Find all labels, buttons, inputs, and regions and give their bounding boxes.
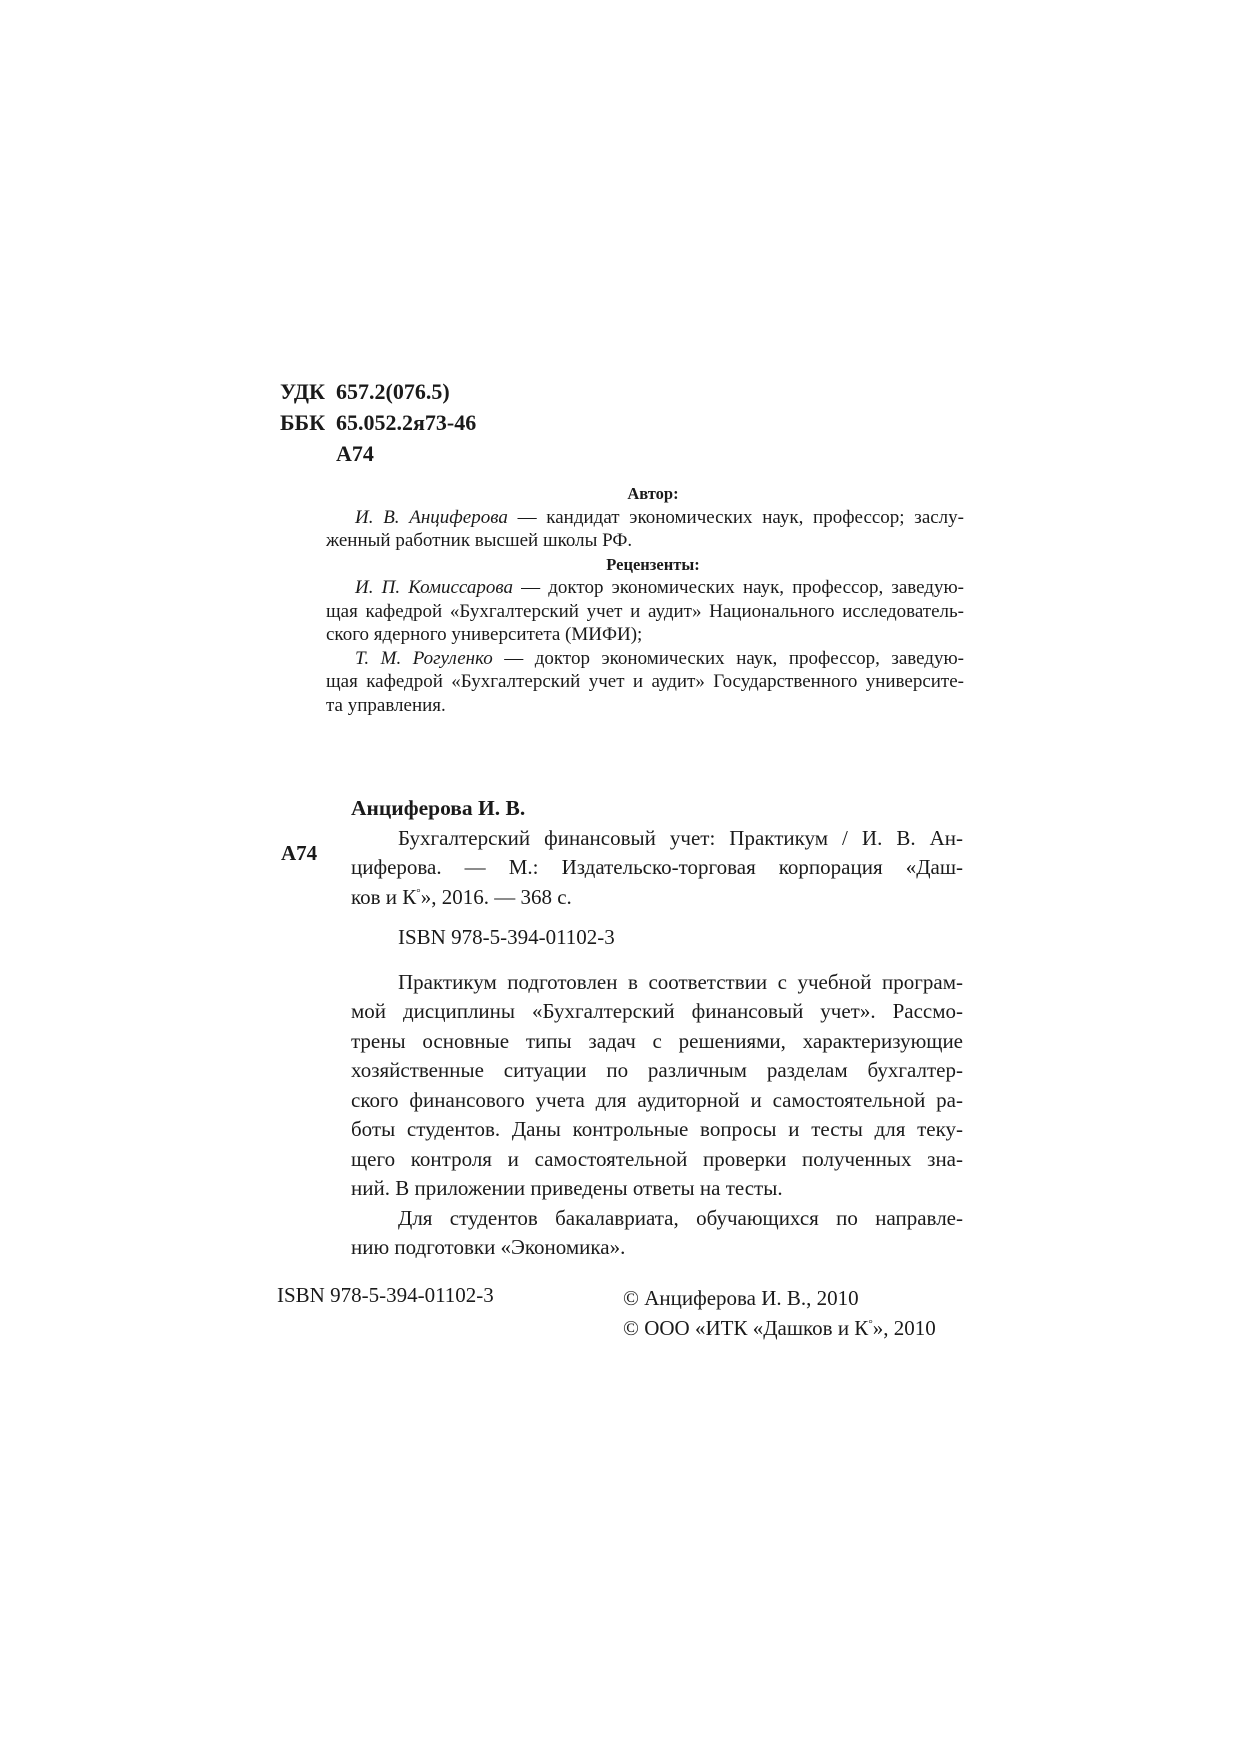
- copyright-author: © Анциферова И. В., 2010: [623, 1286, 859, 1310]
- bbk-row: [280, 407, 476, 438]
- bbk-value: 65.052.2я73-46: [336, 410, 477, 435]
- footer-isbn: ISBN 978-5-394-01102-3: [277, 1283, 494, 1307]
- author-sign: А74: [336, 441, 374, 466]
- abstract-line: хозяйственные ситуации по различным разделам бухгалтер-: [351, 1058, 963, 1082]
- abstract-line: нию подготовки «Экономика».: [351, 1235, 626, 1259]
- entry-title-line-2: циферова. — М.: Издательско-торговая корпорация «Даш-: [351, 855, 963, 879]
- entry-sign: А74: [281, 841, 318, 865]
- reviewers-heading: Рецензенты:: [606, 554, 700, 574]
- bbk-label: ББК: [280, 410, 326, 435]
- author-heading: Автор:: [627, 484, 679, 503]
- reviewer2-line-2: щая кафедрой «Бухгалтерский учет и аудит» Государственного университе-: [326, 671, 964, 692]
- entry-isbn: ISBN 978-5-394-01102-3: [398, 925, 615, 949]
- abstract: [351, 968, 963, 1263]
- reviewer1-name: И. П. Комиссарова: [355, 577, 513, 598]
- author-line-2: женный работник высшей школы РФ.: [326, 530, 633, 551]
- copyright-block: [623, 1283, 936, 1343]
- author-line-1: И. В. Анциферова — кандидат экономических наук, профессор; заслу-: [355, 506, 964, 528]
- abstract-line: Для студентов бакалавриата, обучающихся по направле-: [398, 1205, 963, 1230]
- credits-block: [326, 482, 964, 717]
- udk-label: УДК: [280, 379, 326, 404]
- entry-title-line-1: Бухгалтерский финансовый учет: Практикум / И. В. Ан-: [398, 825, 963, 850]
- author-name: И. В. Анциферова: [355, 506, 508, 528]
- copyright-publisher: © ООО «ИТК «Дашков и К°», 2010: [623, 1316, 936, 1340]
- author-sign-row: [280, 438, 476, 469]
- reviewer2-line-1: Т. М. Рогуленко — доктор экономических наук, профессор, заведую-: [355, 647, 964, 669]
- entry-title-line-3: ков и К°», 2016. — 368 с.: [351, 884, 572, 909]
- classification-block: [280, 376, 476, 469]
- abstract-line: щего контроля и самостоятельной проверки полученных зна-: [351, 1146, 963, 1171]
- abstract-line: Практикум подготовлен в соответствии с учебной програм-: [398, 969, 963, 994]
- udk-row: [280, 376, 476, 407]
- bibliographic-entry: [351, 794, 963, 1263]
- abstract-line: трены основные типы задач с решениями, характеризующие: [351, 1028, 963, 1053]
- entry-author: Анциферова И. В.: [351, 796, 526, 820]
- reviewer1-line-2: щая кафедрой «Бухгалтерский учет и аудит» Национального исследователь-: [326, 600, 964, 622]
- abstract-line: ского финансового учета для аудиторной и самостоятельной ра-: [351, 1087, 963, 1112]
- reviewer1-line-3: ского ядерного университета (МИФИ);: [326, 624, 643, 645]
- reviewer2-name: Т. М. Рогуленко: [355, 647, 493, 669]
- abstract-line: боты студентов. Даны контрольные вопросы и тесты для теку-: [351, 1117, 963, 1141]
- abstract-line: мой дисциплины «Бухгалтерский финансовый учет». Рассмо-: [351, 999, 963, 1023]
- abstract-line: ний. В приложении приведены ответы на тесты.: [351, 1176, 783, 1200]
- reviewer1-line-1: И. П. Комиссарова — доктор экономических наук, профессор, заведую-: [355, 577, 964, 598]
- reviewer2-line-3: та управления.: [326, 694, 446, 716]
- udk-value: 657.2(076.5): [336, 379, 450, 404]
